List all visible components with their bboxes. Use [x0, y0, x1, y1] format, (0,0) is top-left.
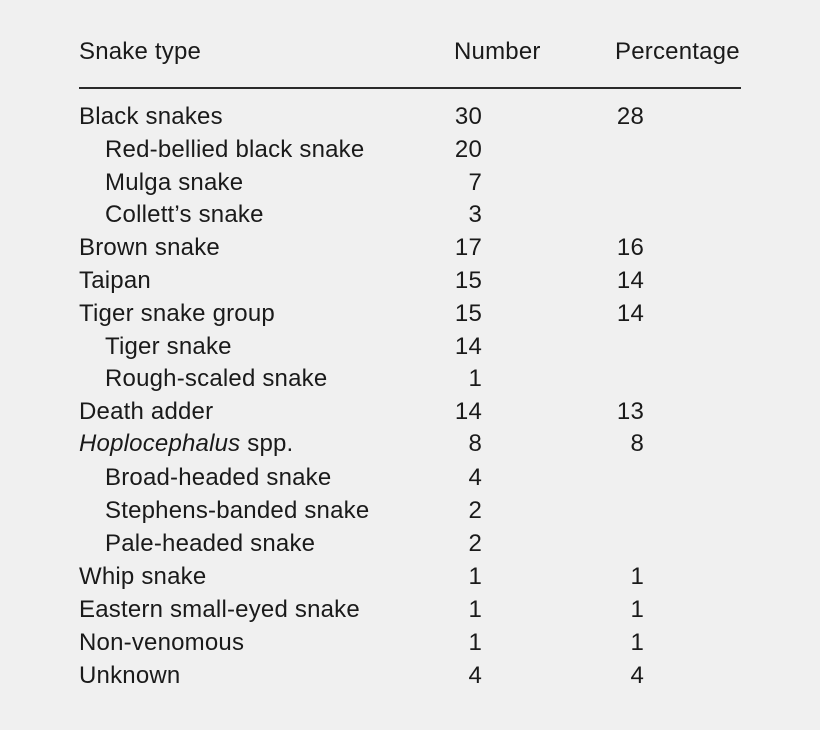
row-type: Mulga snake [105, 169, 244, 196]
row-number: 17 [454, 234, 482, 261]
row-percentage: 1 [630, 629, 644, 656]
row-number: 15 [454, 300, 482, 327]
row-number: 1 [468, 629, 482, 656]
row-number: 4 [468, 464, 482, 491]
row-number: 2 [468, 497, 482, 524]
row-number: 30 [454, 103, 482, 130]
row-type: Eastern small-eyed snake [79, 596, 360, 623]
row-percentage: 14 [616, 267, 644, 294]
row-number: 2 [468, 530, 482, 557]
row-type: Stephens-banded snake [105, 497, 370, 524]
row-number: 14 [454, 333, 482, 360]
row-type: Whip snake [79, 563, 207, 590]
row-type: Unknown [79, 662, 181, 689]
row-number: 1 [468, 365, 482, 392]
header-rule [79, 87, 741, 89]
row-type-rest: spp. [240, 430, 294, 457]
row-type: Pale-headed snake [105, 530, 316, 557]
row-number: 15 [454, 267, 482, 294]
row-number: 8 [468, 430, 482, 457]
header-number: Number [454, 38, 541, 65]
header-percentage: Percentage [615, 38, 740, 65]
row-number: 4 [468, 662, 482, 689]
row-number: 14 [454, 398, 482, 425]
row-type: Taipan [79, 267, 151, 294]
row-type: Tiger snake group [79, 300, 275, 327]
row-type [79, 429, 293, 459]
row-type: Non-venomous [79, 629, 245, 656]
row-percentage: 16 [616, 234, 644, 261]
row-number: 1 [468, 563, 482, 590]
row-percentage: 1 [630, 596, 644, 623]
row-type-italic: Hoplocephalus [79, 430, 241, 457]
row-type: Tiger snake [105, 333, 232, 360]
row-type: Collett’s snake [105, 201, 264, 228]
row-type: Brown snake [79, 234, 220, 261]
header-snake-type: Snake type [79, 38, 202, 65]
row-type: Death adder [79, 398, 214, 425]
row-number: 20 [454, 136, 482, 163]
row-number: 1 [468, 596, 482, 623]
row-percentage: 28 [616, 103, 644, 130]
row-percentage: 14 [616, 300, 644, 327]
row-percentage: 8 [630, 430, 644, 457]
row-type: Rough-scaled snake [105, 365, 328, 392]
row-percentage: 1 [630, 563, 644, 590]
row-number: 7 [468, 169, 482, 196]
row-type: Broad-headed snake [105, 464, 332, 491]
row-percentage: 4 [630, 662, 644, 689]
row-number: 3 [468, 201, 482, 228]
row-percentage: 13 [616, 398, 644, 425]
row-type: Black snakes [79, 103, 223, 130]
row-type: Red-bellied black snake [105, 136, 365, 163]
